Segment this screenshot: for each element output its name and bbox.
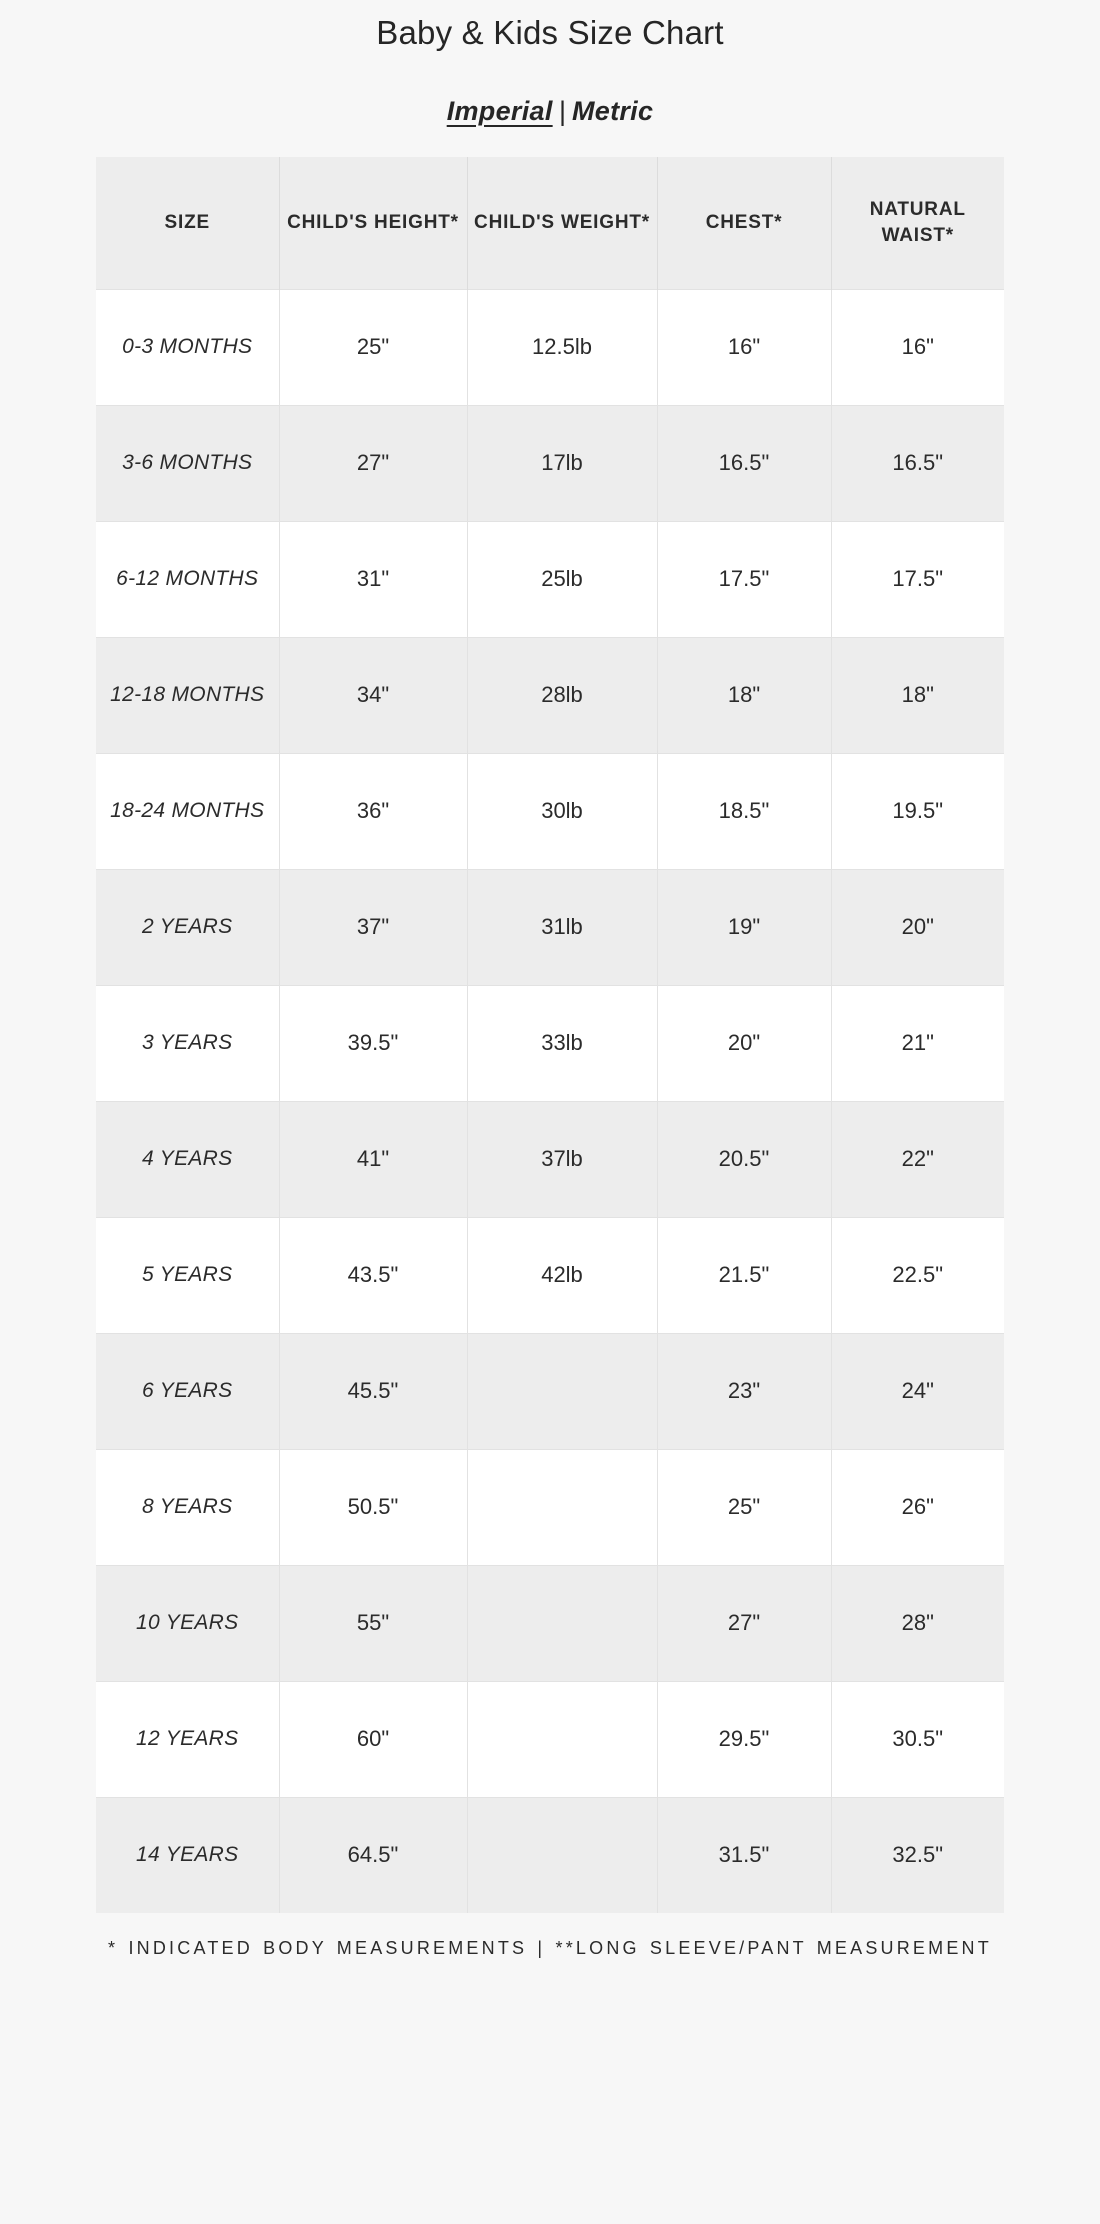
cell-height: 34" xyxy=(279,637,467,753)
cell-waist: 16.5" xyxy=(831,405,1004,521)
cell-chest: 25" xyxy=(657,1449,831,1565)
cell-chest: 27" xyxy=(657,1565,831,1681)
cell-size: 5 YEARS xyxy=(96,1217,279,1333)
column-header-childs-weight: CHILD'S WEIGHT* xyxy=(467,157,657,289)
cell-weight xyxy=(467,1333,657,1449)
cell-height: 25" xyxy=(279,289,467,405)
unit-toggle xyxy=(0,96,1100,127)
cell-waist: 19.5" xyxy=(831,753,1004,869)
table-row xyxy=(96,1333,1004,1449)
cell-weight xyxy=(467,1797,657,1913)
table-row xyxy=(96,1565,1004,1681)
table-row xyxy=(96,1797,1004,1913)
table-row xyxy=(96,1101,1004,1217)
cell-weight: 17lb xyxy=(467,405,657,521)
cell-weight: 28lb xyxy=(467,637,657,753)
table-row xyxy=(96,1449,1004,1565)
cell-weight xyxy=(467,1565,657,1681)
cell-weight: 33lb xyxy=(467,985,657,1101)
cell-chest: 16" xyxy=(657,289,831,405)
table-row xyxy=(96,985,1004,1101)
cell-height: 50.5" xyxy=(279,1449,467,1565)
cell-weight: 37lb xyxy=(467,1101,657,1217)
cell-chest: 20" xyxy=(657,985,831,1101)
table-row xyxy=(96,521,1004,637)
cell-chest: 16.5" xyxy=(657,405,831,521)
cell-weight: 12.5lb xyxy=(467,289,657,405)
cell-weight: 31lb xyxy=(467,869,657,985)
table-row xyxy=(96,1217,1004,1333)
cell-size: 14 YEARS xyxy=(96,1797,279,1913)
cell-waist: 30.5" xyxy=(831,1681,1004,1797)
cell-waist: 21" xyxy=(831,985,1004,1101)
cell-chest: 20.5" xyxy=(657,1101,831,1217)
cell-size: 18-24 MONTHS xyxy=(96,753,279,869)
cell-chest: 31.5" xyxy=(657,1797,831,1913)
table-row xyxy=(96,753,1004,869)
unit-toggle-metric[interactable]: Metric xyxy=(571,96,654,126)
cell-weight: 25lb xyxy=(467,521,657,637)
table-row xyxy=(96,289,1004,405)
cell-size: 6-12 MONTHS xyxy=(96,521,279,637)
cell-size: 10 YEARS xyxy=(96,1565,279,1681)
cell-waist: 22" xyxy=(831,1101,1004,1217)
table-row xyxy=(96,405,1004,521)
table-body xyxy=(96,289,1004,1913)
cell-height: 31" xyxy=(279,521,467,637)
cell-waist: 28" xyxy=(831,1565,1004,1681)
cell-waist: 26" xyxy=(831,1449,1004,1565)
cell-size: 0-3 MONTHS xyxy=(96,289,279,405)
footnote: * INDICATED BODY MEASUREMENTS | **LONG SLEEVE/PANT MEASUREMENT xyxy=(108,1938,992,1958)
cell-chest: 29.5" xyxy=(657,1681,831,1797)
unit-toggle-imperial[interactable]: Imperial xyxy=(446,96,553,126)
cell-height: 60" xyxy=(279,1681,467,1797)
column-header-childs-height: CHILD'S HEIGHT* xyxy=(279,157,467,289)
cell-height: 41" xyxy=(279,1101,467,1217)
cell-size: 12 YEARS xyxy=(96,1681,279,1797)
cell-size: 6 YEARS xyxy=(96,1333,279,1449)
table-row xyxy=(96,637,1004,753)
cell-size: 3-6 MONTHS xyxy=(96,405,279,521)
cell-size: 12-18 MONTHS xyxy=(96,637,279,753)
cell-waist: 17.5" xyxy=(831,521,1004,637)
cell-weight xyxy=(467,1681,657,1797)
cell-height: 55" xyxy=(279,1565,467,1681)
cell-waist: 16" xyxy=(831,289,1004,405)
cell-chest: 19" xyxy=(657,869,831,985)
size-chart-table-wrap xyxy=(96,157,1004,1913)
cell-chest: 17.5" xyxy=(657,521,831,637)
cell-size: 2 YEARS xyxy=(96,869,279,985)
cell-chest: 18" xyxy=(657,637,831,753)
cell-height: 27" xyxy=(279,405,467,521)
cell-chest: 21.5" xyxy=(657,1217,831,1333)
cell-height: 37" xyxy=(279,869,467,985)
table-row xyxy=(96,869,1004,985)
cell-height: 36" xyxy=(279,753,467,869)
cell-weight: 30lb xyxy=(467,753,657,869)
cell-size: 3 YEARS xyxy=(96,985,279,1101)
table-header-row xyxy=(96,157,1004,289)
cell-chest: 18.5" xyxy=(657,753,831,869)
cell-chest: 23" xyxy=(657,1333,831,1449)
cell-waist: 18" xyxy=(831,637,1004,753)
cell-height: 43.5" xyxy=(279,1217,467,1333)
cell-size: 8 YEARS xyxy=(96,1449,279,1565)
table-header xyxy=(96,157,1004,289)
cell-height: 64.5" xyxy=(279,1797,467,1913)
cell-size: 4 YEARS xyxy=(96,1101,279,1217)
cell-waist: 22.5" xyxy=(831,1217,1004,1333)
cell-waist: 24" xyxy=(831,1333,1004,1449)
unit-toggle-separator: | xyxy=(558,96,566,126)
table-row xyxy=(96,1681,1004,1797)
size-chart-table xyxy=(96,157,1004,1913)
cell-waist: 20" xyxy=(831,869,1004,985)
page-title: Baby & Kids Size Chart xyxy=(376,14,724,51)
column-header-natural-waist: NATURAL WAIST* xyxy=(831,157,1004,289)
column-header-size: SIZE xyxy=(96,157,279,289)
cell-height: 39.5" xyxy=(279,985,467,1101)
cell-weight xyxy=(467,1449,657,1565)
cell-weight: 42lb xyxy=(467,1217,657,1333)
cell-height: 45.5" xyxy=(279,1333,467,1449)
column-header-chest: CHEST* xyxy=(657,157,831,289)
cell-waist: 32.5" xyxy=(831,1797,1004,1913)
